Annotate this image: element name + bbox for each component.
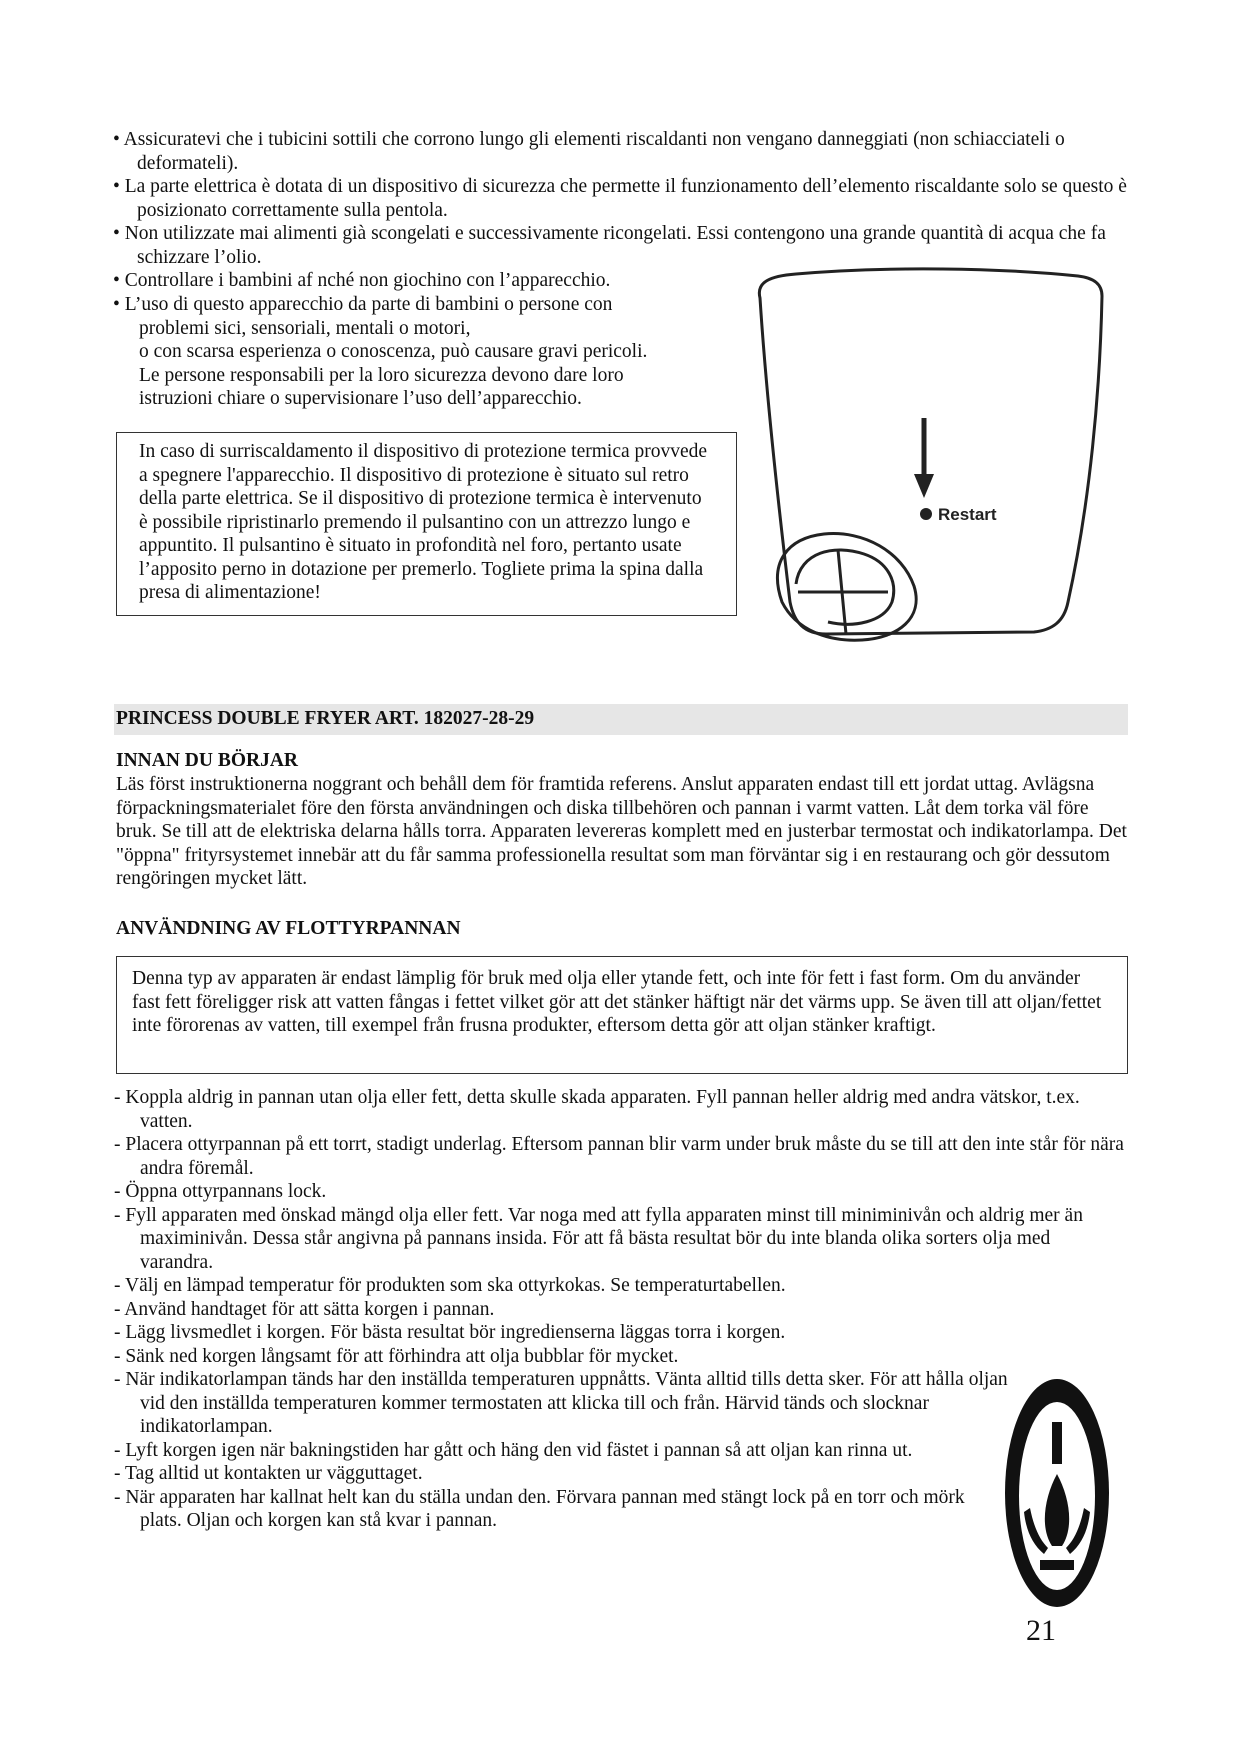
list-item: - När apparaten har kallnat helt kan du ställa undan den. Förvara pannan med stängt lock på en torr och mörk plats. Oljan och korgen kan stå kvar i pannan. [114, 1486, 965, 1531]
arrow-head-icon [914, 474, 934, 498]
list-item: - Lägg livsmedlet i korgen. För bästa resultat bör ingredienserna läggas torra i korgen. [114, 1322, 786, 1343]
children-warning-line: Le persone responsabili per la loro sicurezza devono dare loro [139, 364, 624, 386]
list-item: - Använd handtaget för att sätta korgen i pannan. [114, 1298, 495, 1320]
list-item: - Öppna ottyrpannans lock. [114, 1181, 327, 1202]
list-item: • La parte elettrica è dotata di un dispositivo di sicurezza che permette il funzionamento dell’elemento riscaldante solo se questo è posizionato correttamente sulla pentola. [113, 176, 1127, 221]
list-item: - Koppla aldrig in pannan utan olja eller fett, detta skulle skada apparaten. Fyll pannan heller aldrig med andra vätskor, t.ex. vatten. [114, 1087, 1080, 1132]
appliance-outline [759, 269, 1102, 634]
product-title: PRINCESS DOUBLE FRYER ART. 182027-28-29 [116, 708, 535, 729]
list-item: - Välj en lämpad temperatur för produkten som ska ottyrkokas. Se temperaturtabellen. [114, 1275, 786, 1296]
thermal-protection-note [116, 432, 737, 616]
usage-heading: ANVÄNDNING AV FLOTTYRPANNAN [116, 918, 461, 939]
product-title-band [114, 704, 1128, 735]
restart-diagram [738, 262, 1128, 662]
before-start-heading: INNAN DU BÖRJAR [116, 750, 299, 771]
list-item: • Assicuratevi che i tubicini sottili che corrono lungo gli elementi riscaldanti non vengano danneggiati (non schiacciateli o deformateli). [113, 129, 1065, 174]
page-number: 21 [1026, 1614, 1056, 1647]
restart-label: Restart [938, 505, 997, 524]
list-item: - Sänk ned korgen långsamt för att förhindra att olja bubblar för mycket. [114, 1345, 679, 1367]
children-warning-line: • L’uso di questo apparecchio da parte di bambini o persone con [113, 294, 613, 315]
children-warning [113, 293, 753, 411]
usage-note [116, 956, 1128, 1074]
list-item: • Non utilizzate mai alimenti già scongelati e successivamente ricongelati. Essi contengono una grande quantità di acqua che fa schizzare l’olio. [113, 223, 1106, 268]
before-start-paragraph: Läs först instruktionerna noggrant och behåll dem för framtida referens. Anslut apparaten endast till ett jordat uttag. Avlägsna förpackningsmaterialet före den första användningen och diska tillbehören och pannan i varmt vatten. Låt dem torka väl före bruk. Se till att de elektriska delarna hålls torra. Apparaten levereras komplett med en justerbar termostat och indikatorlampa. Det "öppna" frityrsystemet innebär att du får samma professionella resultat som man förväntar sig i en restaurang och gör dessutom rengöringen mycket lätt. [116, 774, 1127, 889]
list-item: - Tag alltid ut kontakten ur vägguttaget. [114, 1463, 423, 1484]
list-item: - När indikatorlampan tänds har den inställda temperaturen uppnåtts. Vänta alltid tills detta sker. För att hålla oljan vid den inställda temperaturen kommer termostaten att klicka till och från. Härvid tänds och slocknar indikatorlampan. [114, 1369, 1008, 1437]
restart-knob-icon [778, 534, 917, 641]
list-item: - Fyll apparaten med önskad mängd olja eller fett. Var noga med att fylla apparaten minst till miniminivån och aldrig mer än maximinivån. Dessa står angivna på pannans insida. För att få bästa resultat bör du inte blanda olika sorters olja med varandra. [114, 1204, 1083, 1273]
children-warning-line: istruzioni chiare o supervisionare l’uso dell’apparecchio. [139, 388, 582, 409]
list-item: - Placera ottyrpannan på ett torrt, stadigt underlag. Eftersom pannan blir varm under bruk måste du se till att den inte står för nära andra föremål. [114, 1134, 1124, 1179]
list-item: - Lyft korgen igen när bakningstiden har gått och häng den vid fästet i pannan så att oljan kan rinna ut. [114, 1439, 913, 1461]
restart-dot-icon [920, 508, 932, 520]
list-item: • Controllare i bambini af nché non giochino con l’apparecchio. [113, 270, 611, 291]
children-warning-line: problemi sici, sensoriali, mentali o motori, [139, 317, 471, 339]
usage-note-text: Denna typ av apparaten är endast lämplig för bruk med olja eller ytande fett, och inte för fett i fast form. Om du använder fast fett föreligger risk att vatten fångas i fettet vilket gör att det stänker häftigt när det värms upp. Se även till att oljan/fettet inte förorenas av vatten, till exempel från frusna produkter, eftersom detta gör att oljan stänker kraftigt. [132, 968, 1102, 1036]
heating-element-icon [1004, 1378, 1110, 1608]
usage-steps-list [114, 1086, 1124, 1533]
children-warning-line: o con scarsa esperienza o conoscenza, può causare gravi pericoli. [139, 341, 648, 362]
thermal-protection-text: In caso di surriscaldamento il dispositivo di protezione termica provvede a spegnere l'apparecchio. Il dispositivo di protezione è situato sul retro della parte elettrica. Se il dispositivo di protezione termica è intervenuto è possibile ripristinarlo premendo il pulsantino con un attrezzo lungo e appuntito. Il pulsantino è situato in profondità nel foro, pertanto usate l’apposito perno in dotazione per premerlo. Togliete prima la spina dalla presa di alimentazione! [139, 441, 708, 603]
